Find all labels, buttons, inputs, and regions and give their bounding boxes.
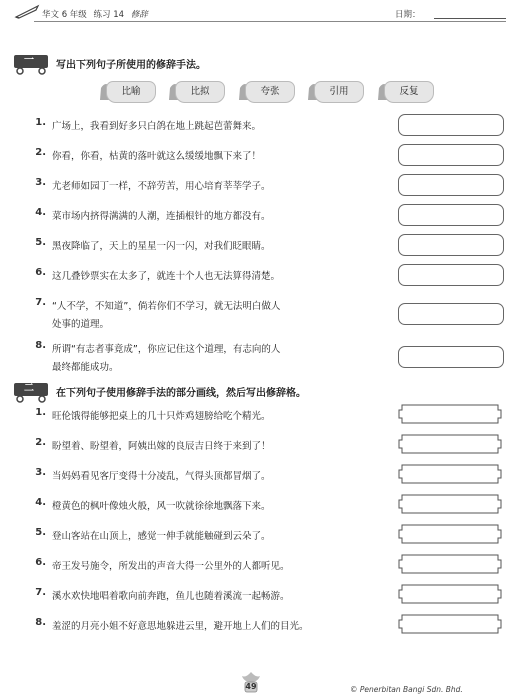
s1-q3-number: 3. (35, 177, 46, 188)
s1-q2-number: 2. (35, 147, 46, 158)
book-label: 华文 6 年级 (42, 10, 87, 20)
s2-q1-number: 1. (35, 407, 46, 418)
s1-q3-text: 尤老师如园丁一样，不辞劳苦，用心培育莘莘学子。 (52, 181, 271, 192)
s1-q7-number: 7. (35, 297, 46, 308)
s2-q4-answer-box[interactable] (398, 494, 502, 514)
s2-q6-answer-box[interactable] (398, 554, 502, 574)
s1-q4-answer-box[interactable] (398, 204, 504, 226)
s1-q4-text: 菜市场内挤得满满的人潮，连插根针的地方都没有。 (52, 211, 271, 222)
s2-q4-text: 橙黄色的枫叶像烛火般，风一吹就徐徐地飘落下来。 (52, 501, 271, 512)
s2-q2-number: 2. (35, 437, 46, 448)
s2-q3-text: 当妈妈看见客厅变得十分凌乱，气得头顶都冒烟了。 (52, 471, 271, 482)
s1-q7-answer-box[interactable] (398, 303, 504, 325)
s2-q7-text: 溪水欢快地唱着歌向前奔跑，鱼儿也随着溪流一起畅游。 (52, 591, 290, 602)
s1-q3-answer-box[interactable] (398, 174, 504, 196)
s2-q6-text: 帝王发号施令，所发出的声音大得一公里外的人都听见。 (52, 561, 290, 572)
s1-q7-text-line1: “人不学，不知道”，倘若你们不学习，就无法明白做人 (52, 301, 281, 312)
s2-q2-text: 盼望着、盼望着，阿姨出嫁的良辰吉日终于来到了！ (52, 441, 271, 452)
s1-q1-answer-box[interactable] (398, 114, 504, 136)
s1-q8-text-line1: 所谓“有志者事竟成”，你应记住这个道理，有志向的人 (52, 344, 281, 355)
date-label: 日期： (395, 10, 421, 20)
s2-q5-answer-box[interactable] (398, 524, 502, 544)
s1-q1-text: 广场上，我看到好多只白鸽在地上跳起芭蕾舞来。 (52, 121, 262, 132)
s2-q7-number: 7. (35, 587, 46, 598)
s1-q4-number: 4. (35, 207, 46, 218)
s1-q6-answer-box[interactable] (398, 264, 504, 286)
section2-title: 在下列句子使用修辞手法的部分画线，然后写出修辞格。 (56, 388, 306, 399)
copyright-notice: © Penerbitan Bangi Sdn. Bhd. (350, 685, 463, 694)
date-field-line[interactable] (434, 18, 506, 19)
section1-number: 一 (24, 55, 34, 66)
page-number: 49 (245, 682, 257, 691)
s2-q6-number: 6. (35, 557, 46, 568)
s1-q8-answer-box[interactable] (398, 346, 504, 368)
s1-q5-answer-box[interactable] (398, 234, 504, 256)
section2-number: 二 (24, 383, 34, 394)
option-repetition: 反复 (384, 81, 434, 103)
section1-title: 写出下列句子所使用的修辞手法。 (56, 60, 206, 71)
option-personification: 比拟 (175, 81, 225, 103)
s2-q4-number: 4. (35, 497, 46, 508)
pen-icon (14, 4, 40, 20)
s1-q8-number: 8. (35, 340, 46, 351)
s2-q2-answer-box[interactable] (398, 434, 502, 454)
s2-q1-answer-box[interactable] (398, 404, 502, 424)
header-title (42, 8, 148, 20)
option-quotation: 引用 (314, 81, 364, 103)
option-hyperbole: 夸张 (245, 81, 295, 103)
s2-q7-answer-box[interactable] (398, 584, 502, 604)
s1-q5-number: 5. (35, 237, 46, 248)
topic-label: 修辞 (130, 10, 148, 20)
s2-q3-answer-box[interactable] (398, 464, 502, 484)
header-divider (34, 21, 506, 22)
option-simile: 比喻 (106, 81, 156, 103)
s2-q1-text: 旺伦饿得能够把桌上的几十只炸鸡翅膀给吃个精光。 (52, 411, 271, 422)
s2-q5-text: 登山客站在山顶上，感觉一伸手就能触碰到云朵了。 (52, 531, 271, 542)
s1-q2-text: 你看，你看，枯黄的落叶就这么缓缓地飘下来了！ (52, 151, 262, 162)
s1-q6-number: 6. (35, 267, 46, 278)
s1-q5-text: 黑夜降临了，天上的星星一闪一闪，对我们眨眼睛。 (52, 241, 271, 252)
s2-q5-number: 5. (35, 527, 46, 538)
s2-q8-answer-box[interactable] (398, 614, 502, 634)
s1-q2-answer-box[interactable] (398, 144, 504, 166)
s1-q6-text: 这几叠钞票实在太多了，就连十个人也无法算得清楚。 (52, 271, 281, 282)
exercise-label: 练习 14 (93, 10, 125, 20)
s2-q3-number: 3. (35, 467, 46, 478)
s2-q8-number: 8. (35, 617, 46, 628)
s1-q1-number: 1. (35, 117, 46, 128)
s1-q7-text-line2: 处事的道理。 (52, 319, 110, 330)
s1-q8-text-line2: 最终都能成功。 (52, 362, 119, 373)
s2-q8-text: 羞涩的月亮小姐不好意思地躲进云里，避开地上人们的目光。 (52, 621, 309, 632)
